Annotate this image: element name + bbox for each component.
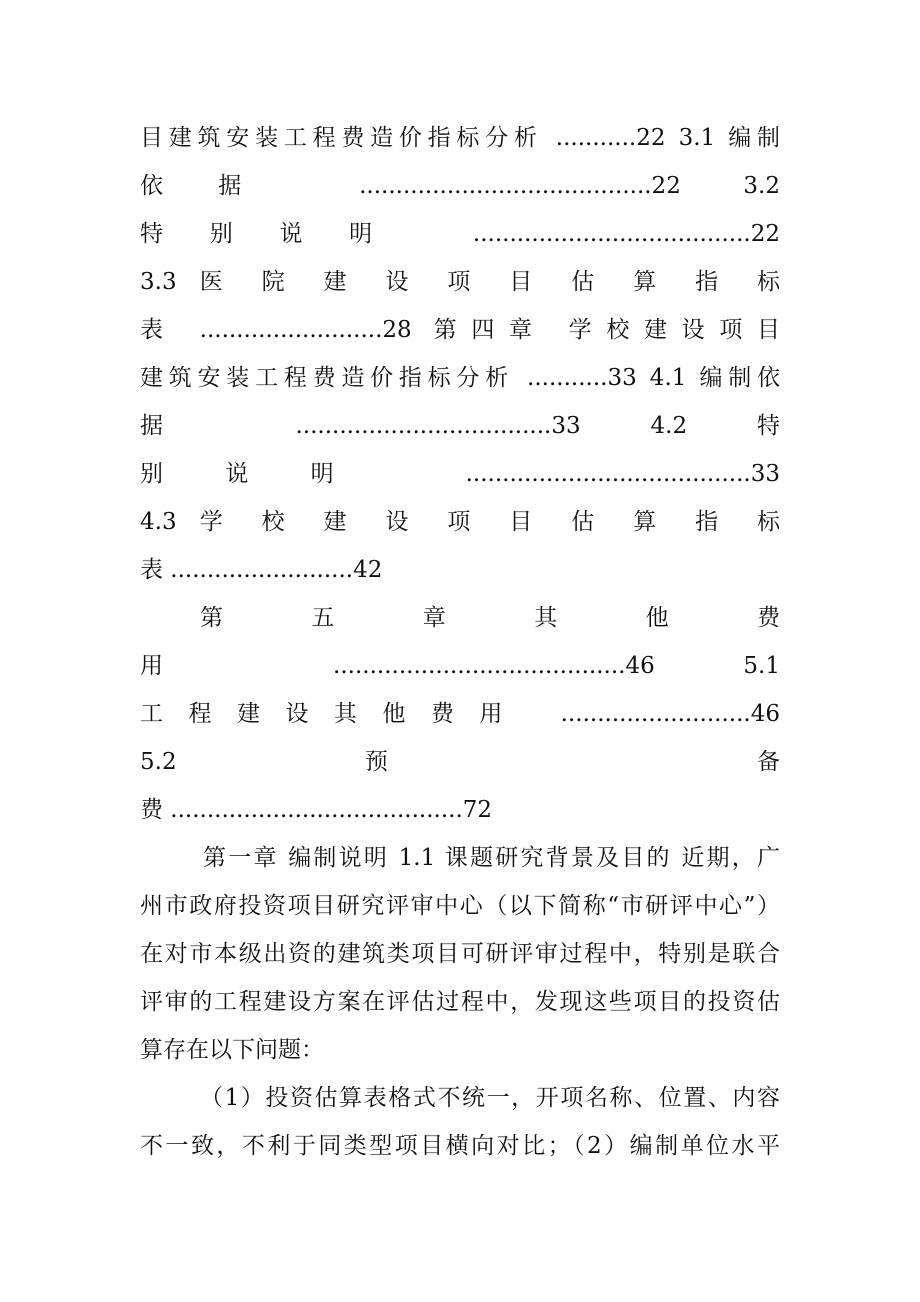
toc-line: 依据 ........................................22 3.2	[140, 173, 780, 199]
paragraph-line: 评审的工程建设方案在评估过程中，发现这些项目的投资估	[140, 989, 780, 1015]
paragraph-line: 在对市本级出资的建筑类项目可研评审过程中，特别是联合	[140, 941, 780, 967]
toc-line: 据 ...................................33 4.2 特	[140, 413, 780, 439]
toc-line: 4.3 学 校 建 设 项 目 估 算 指 标	[140, 509, 780, 535]
toc-line: 第 五 章 其 他 费	[200, 605, 780, 631]
toc-line: 建筑安装工程费造价指标分析 ...........33 4.1 编制依	[140, 365, 780, 391]
toc-line: 表 .........................28 第四章 学校建设项目	[140, 317, 780, 343]
toc-line: 目建筑安装工程费造价指标分析 ...........22 3.1 编制	[140, 125, 780, 151]
paragraph-line: 州市政府投资项目研究评审中心（以下简称“市研评中心”）	[140, 893, 780, 919]
toc-line: 费 ........................................72	[140, 797, 493, 823]
toc-line: 表 .........................42	[140, 557, 383, 583]
paragraph-line: 算存在以下问题：	[140, 1037, 324, 1063]
toc-line: 特别说明 ......................................22	[140, 221, 780, 247]
toc-line: 5.2 预 备	[140, 749, 780, 775]
paragraph-line: 第一章 编制说明 1.1 课题研究背景及目的 近期，广	[203, 845, 780, 871]
document-body	[140, 114, 780, 1170]
paragraph-line: （1）投资估算表格式不统一，开项名称、位置、内容	[200, 1085, 780, 1111]
toc-line: 3.3 医 院 建 设 项 目 估 算 指 标	[140, 269, 780, 295]
toc-line: 工程建设其他费用 ..........................46	[140, 701, 780, 727]
paragraph-line: 不一致，不利于同类型项目横向对比；（2）编制单位水平	[140, 1133, 780, 1159]
toc-line: 别说明 .......................................33	[140, 461, 780, 487]
toc-line: 用 ........................................46 5.1	[140, 653, 780, 679]
